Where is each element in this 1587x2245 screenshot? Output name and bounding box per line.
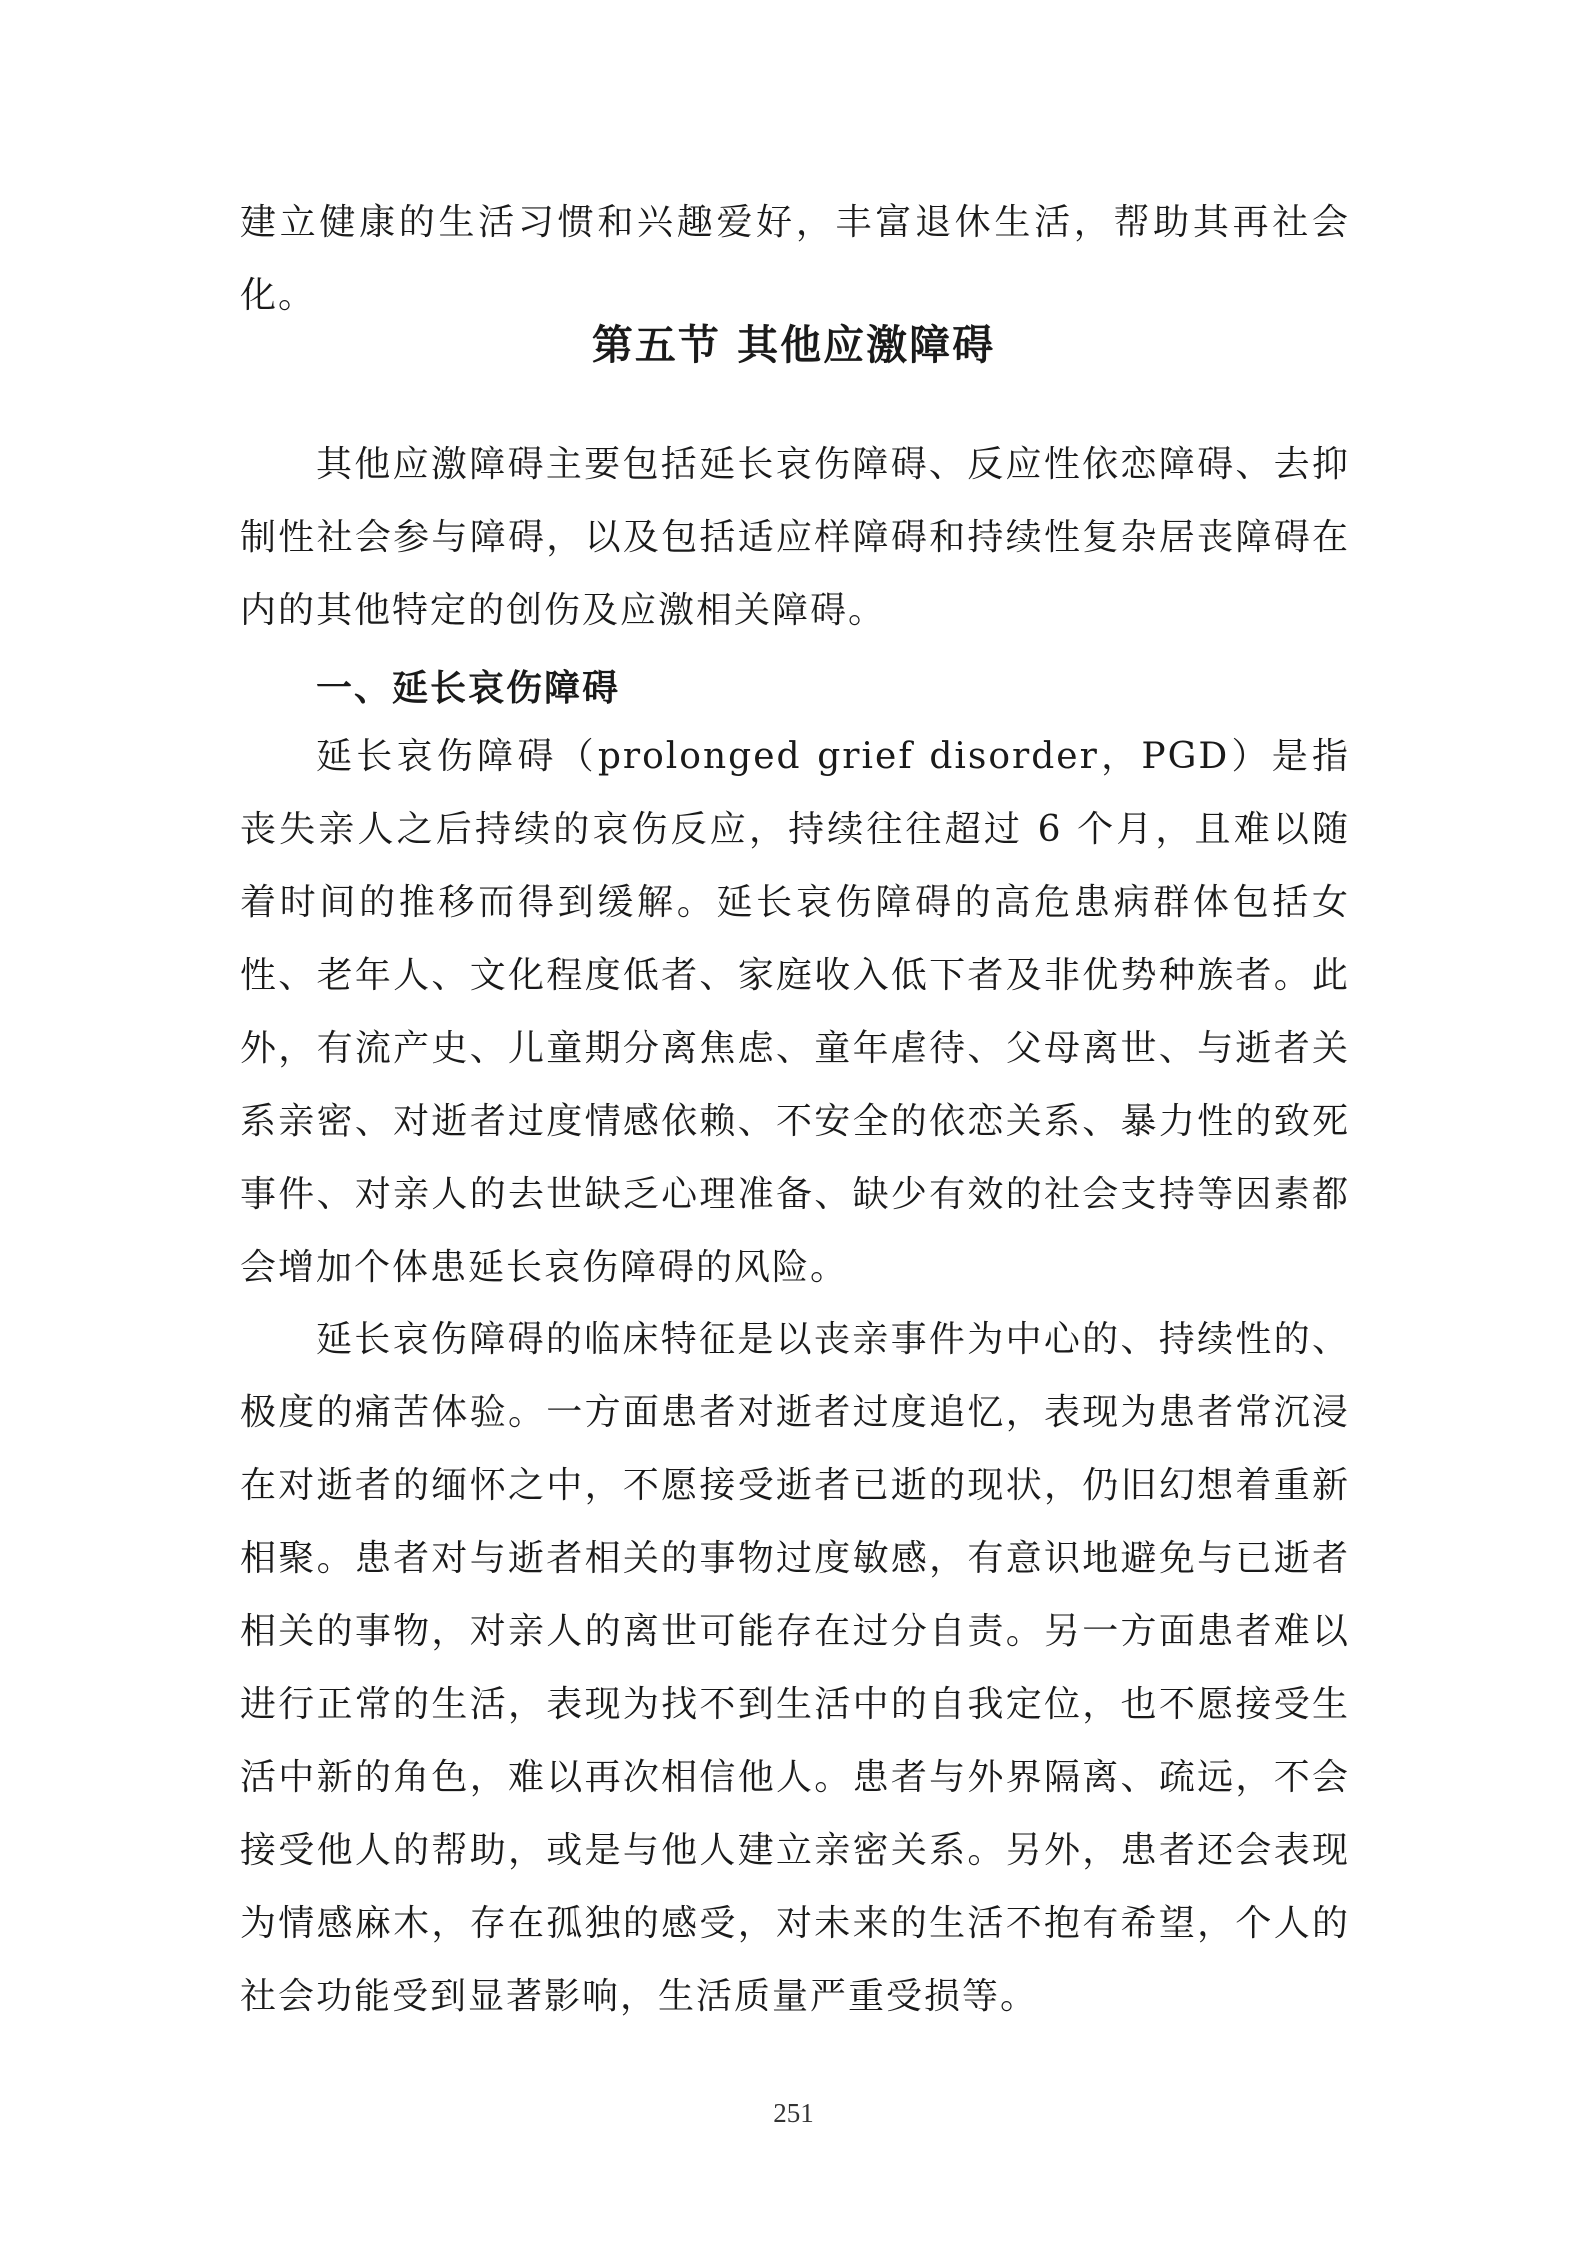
intro-paragraph: 其他应激障碍主要包括延长哀伤障碍、反应性依恋障碍、去抑制性社会参与障碍，以及包括适应样障碍和持续性复杂居丧障碍在内的其他特定的创伤及应激相关障碍。 <box>240 444 1350 631</box>
definition-paragraph: 延长哀伤障碍（prolonged grief disorder，PGD）是指丧失亲人之后持续的哀伤反应，持续往往超过 6 个月，且难以随着时间的推移而得到缓解。延长哀伤障碍的高危患病群体包括女性、老年人、文化程度低者、家庭收入低下者及非优势种族者。此外，有流产史、儿童期分离焦虑、童年虐待、父母离世、与逝者关系亲密、对逝者过度情感依赖、不安全的依恋关系、暴力性的致死事件、对亲人的去世缺乏心理准备、缺少有效的社会支持等因素都会增加个体患延长哀伤障碍的风险。 <box>240 736 1350 1288</box>
page-number: 251 <box>773 2098 814 2128</box>
carryover-paragraph: 建立健康的生活习惯和兴趣爱好，丰富退休生活，帮助其再社会化。 <box>240 202 1350 316</box>
section-title: 第五节 其他应激障碍 <box>591 321 996 369</box>
clinical-features-paragraph: 延长哀伤障碍的临床特征是以丧亲事件为中心的、持续性的、极度的痛苦体验。一方面患者对逝者过度追忆，表现为患者常沉浸在对逝者的缅怀之中，不愿接受逝者已逝的现状，仍旧幻想着重新相聚。患者对与逝者相关的事物过度敏感，有意识地避免与已逝者相关的事物，对亲人的离世可能存在过分自责。另一方面患者难以进行正常的生活，表现为找不到生活中的自我定位，也不愿接受生活中新的角色，难以再次相信他人。患者与外界隔离、疏远，不会接受他人的帮助，或是与他人建立亲密关系。另外，患者还会表现为情感麻木，存在孤独的感受，对未来的生活不抱有希望，个人的社会功能受到显著影响，生活质量严重受损等。 <box>240 1319 1350 2017</box>
subsection-title: 一、延长哀伤障碍 <box>316 668 621 709</box>
